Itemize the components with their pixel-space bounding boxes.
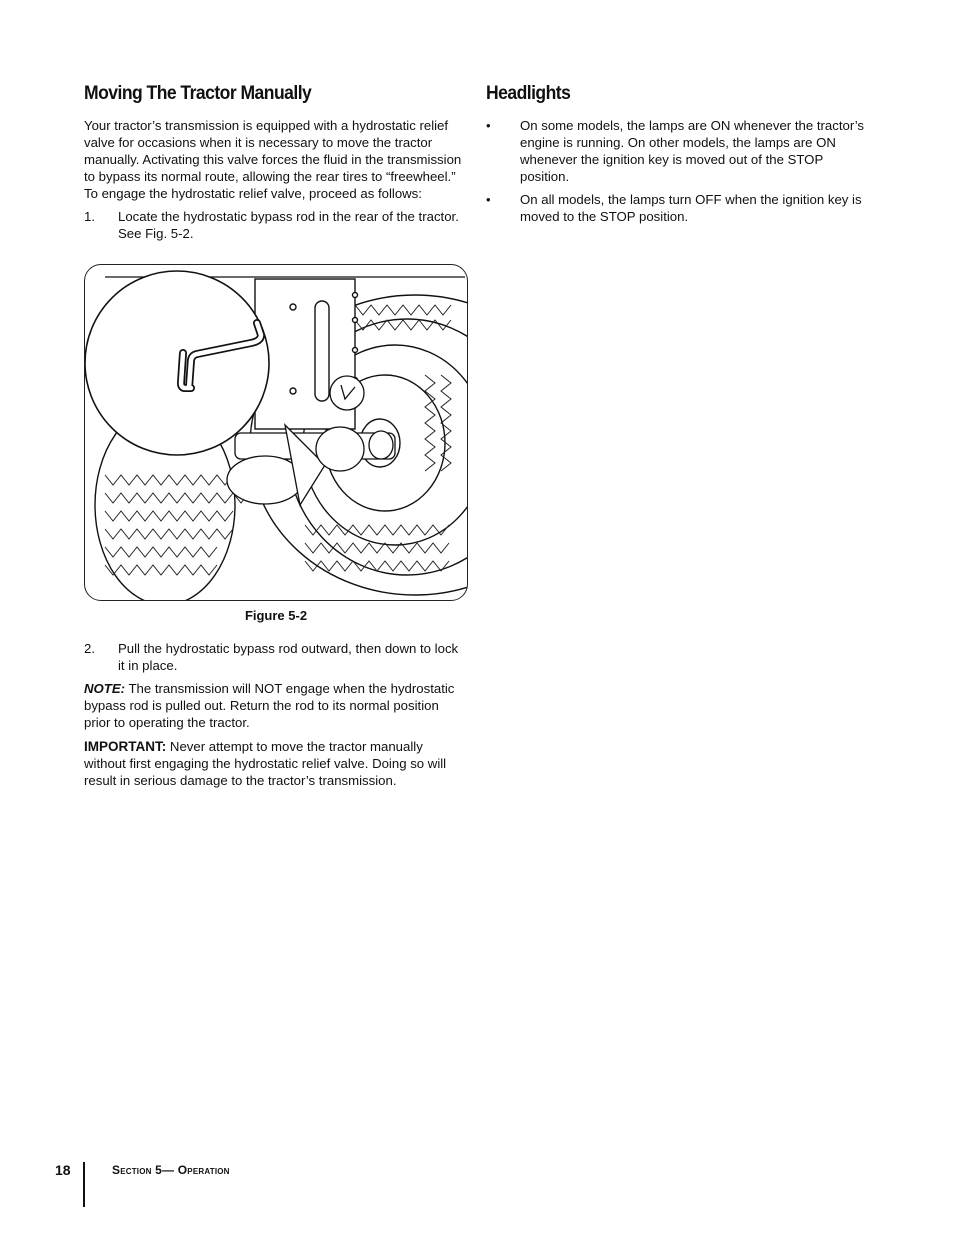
bullet-mark: •: [486, 118, 491, 133]
step-2-number: 2.: [84, 641, 95, 656]
section-heading-moving-tractor: Moving The Tractor Manually: [84, 82, 312, 104]
section-footer: Section 5— Operation: [112, 1163, 230, 1177]
figure-5-2-illustration: [84, 264, 468, 601]
step-1-number: 1.: [84, 209, 95, 224]
bullet-text: On some models, the lamps are ON whenever the tractor’s engine is running. On other models, the lamps are ON whenever the ignition key is moved out of the STOP position.: [520, 118, 865, 184]
note-label: NOTE:: [84, 681, 126, 696]
step-1: [84, 208, 468, 242]
important-text: Never attempt to move the tractor manually without first engaging the hydrostatic relief valve. Doing so will result in serious damage to the tractor’s transmission.: [84, 739, 447, 788]
step-2: [84, 640, 468, 674]
list-item: [486, 117, 870, 185]
intro-paragraph: Your tractor’s transmission is equipped with a hydrostatic relief valve for occasions when it is necessary to move the tractor manually. Activating this valve forces the fluid in the transmission to bypass its normal route, allowing the rear tires to “freewheel.” To engage the hydrostatic relief valve, proceed as follows:: [84, 118, 462, 201]
bullet-mark: •: [486, 192, 491, 207]
magnifier-inset: [85, 271, 269, 455]
left-column: [84, 80, 468, 789]
step-2-text: Pull the hydrostatic bypass rod outward, then down to lock it in place.: [118, 641, 459, 673]
important-label: IMPORTANT:: [84, 739, 167, 754]
page-number: 18: [55, 1162, 71, 1178]
rod-callout-small: [330, 376, 364, 410]
section-heading-headlights: Headlights: [486, 82, 571, 104]
left-tire-tread: [105, 475, 249, 575]
note-text: The transmission will NOT engage when the hydrostatic bypass rod is pulled out. Return the rod to its normal position prior to operating the tractor.: [84, 681, 455, 730]
axle-transmission: [227, 425, 395, 505]
important-paragraph: [84, 738, 468, 789]
note-paragraph: [84, 680, 468, 731]
bullet-text: On all models, the lamps turn OFF when the ignition key is moved to the STOP position.: [520, 192, 862, 224]
step-1-text: Locate the hydrostatic bypass rod in the rear of the tractor. See Fig. 5-2.: [118, 209, 459, 241]
tractor-rear-illustration: [85, 265, 467, 600]
footer-divider: [83, 1162, 85, 1207]
list-item: [486, 191, 870, 225]
right-column: [486, 80, 870, 231]
figure-caption: Figure 5-2: [244, 608, 308, 623]
